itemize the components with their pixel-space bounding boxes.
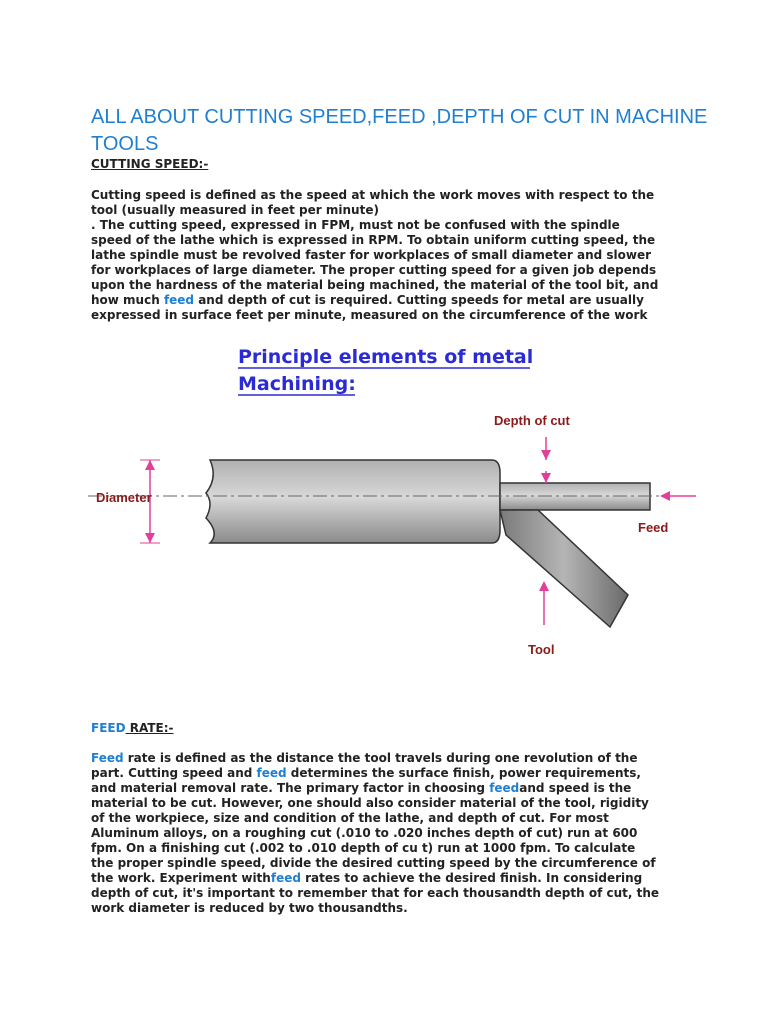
text-line: [91, 751, 691, 766]
text-fragment: part. Cutting speed and: [91, 766, 257, 780]
text-fragment: determines the surface finish, power requirements,: [286, 766, 641, 780]
machining-diagram-svg: [88, 333, 703, 683]
text-line: fpm. On a finishing cut (.002 to .010 depth of cu t) run at 1000 fpm. To calculate: [91, 841, 636, 855]
text-line: material to be cut. However, one should also consider material of the tool, rigidity: [91, 796, 649, 810]
machining-diagram: [88, 333, 703, 683]
text-line: speed of the lathe which is expressed in RPM. To obtain uniform cutting speed, the: [91, 233, 656, 247]
feed-keyword-link[interactable]: feed: [256, 766, 287, 780]
text-line: [91, 871, 691, 886]
text-line: [91, 766, 691, 781]
page-title: ALL ABOUT CUTTING SPEED,FEED ,DEPTH OF CUT IN MACHINE TOOLS: [91, 106, 708, 155]
diagram-title-line1: Principle elements of metal: [238, 346, 534, 368]
feed-keyword-link[interactable]: Feed: [91, 751, 124, 765]
arrow-head: [541, 473, 551, 483]
cutting-speed-heading: CUTTING SPEED:-: [91, 157, 209, 171]
text-line: lathe spindle must be revolved faster for workplaces of small diameter and slower: [91, 248, 652, 262]
arrow-head: [541, 450, 551, 460]
text-line: Aluminum alloys, on a roughing cut (.010 to .020 inches depth of cut) run at 600: [91, 826, 638, 840]
text-line: of the workpiece, size and condition of the lathe, and depth of cut. For most: [91, 811, 609, 825]
text-line: . The cutting speed, expressed in FPM, must not be confused with the spindle: [91, 218, 620, 232]
depth-of-cut-label: Depth of cut: [494, 413, 570, 428]
feed-rate-heading: [91, 720, 174, 736]
text-fragment: rates to achieve the desired finish. In considering: [300, 871, 643, 885]
text-line: upon the hardness of the material being machined, the material of the tool bit, and: [91, 278, 659, 292]
feed-keyword-link[interactable]: feed: [489, 781, 520, 795]
text-fragment: rate is defined as the distance the tool travels during one revolution of the: [123, 751, 638, 765]
text-line: [91, 781, 691, 796]
cutting-tool: [500, 510, 628, 627]
feed-label: Feed: [638, 520, 669, 535]
text-line: expressed in surface feet per minute, measured on the circumference of the work: [91, 308, 648, 322]
text-fragment: the work. Experiment with: [91, 871, 271, 885]
feed-keyword-link[interactable]: feed: [270, 871, 301, 885]
text-line: tool (usually measured in feet per minute): [91, 203, 379, 217]
cutting-speed-paragraph: [91, 188, 691, 323]
text-line: the proper spindle speed, divide the desired cutting speed by the circumference of: [91, 856, 656, 870]
arrow-head: [145, 533, 155, 543]
text-line: [91, 293, 691, 308]
arrow-head: [660, 491, 670, 501]
text-fragment: and material removal rate. The primary factor in choosing: [91, 781, 490, 795]
diagram-title-line2: Machining:: [238, 373, 356, 395]
arrow-head: [145, 460, 155, 470]
text-line: for workplaces of large diameter. The proper cutting speed for a given job depends: [91, 263, 657, 277]
arrow-head: [539, 581, 549, 591]
feed-rate-paragraph: [91, 751, 691, 916]
text-line: depth of cut, it's important to remember that for each thousandth depth of cut, the: [91, 886, 660, 900]
tool-label: Tool: [528, 642, 555, 657]
text-fragment: how much: [91, 293, 164, 307]
heading-text: RATE:-: [125, 721, 174, 735]
text-fragment: and depth of cut is required. Cutting speeds for metal are usually: [194, 293, 644, 307]
text-line: Cutting speed is defined as the speed at which the work moves with respect to the: [91, 188, 655, 202]
text-fragment: and speed is the: [519, 781, 632, 795]
feed-keyword-link[interactable]: FEED: [91, 721, 126, 735]
workpiece-bar: [206, 460, 500, 543]
diameter-label: Diameter: [96, 490, 152, 505]
text-line: work diameter is reduced by two thousandths.: [91, 901, 408, 915]
feed-keyword-link[interactable]: feed: [163, 293, 195, 307]
